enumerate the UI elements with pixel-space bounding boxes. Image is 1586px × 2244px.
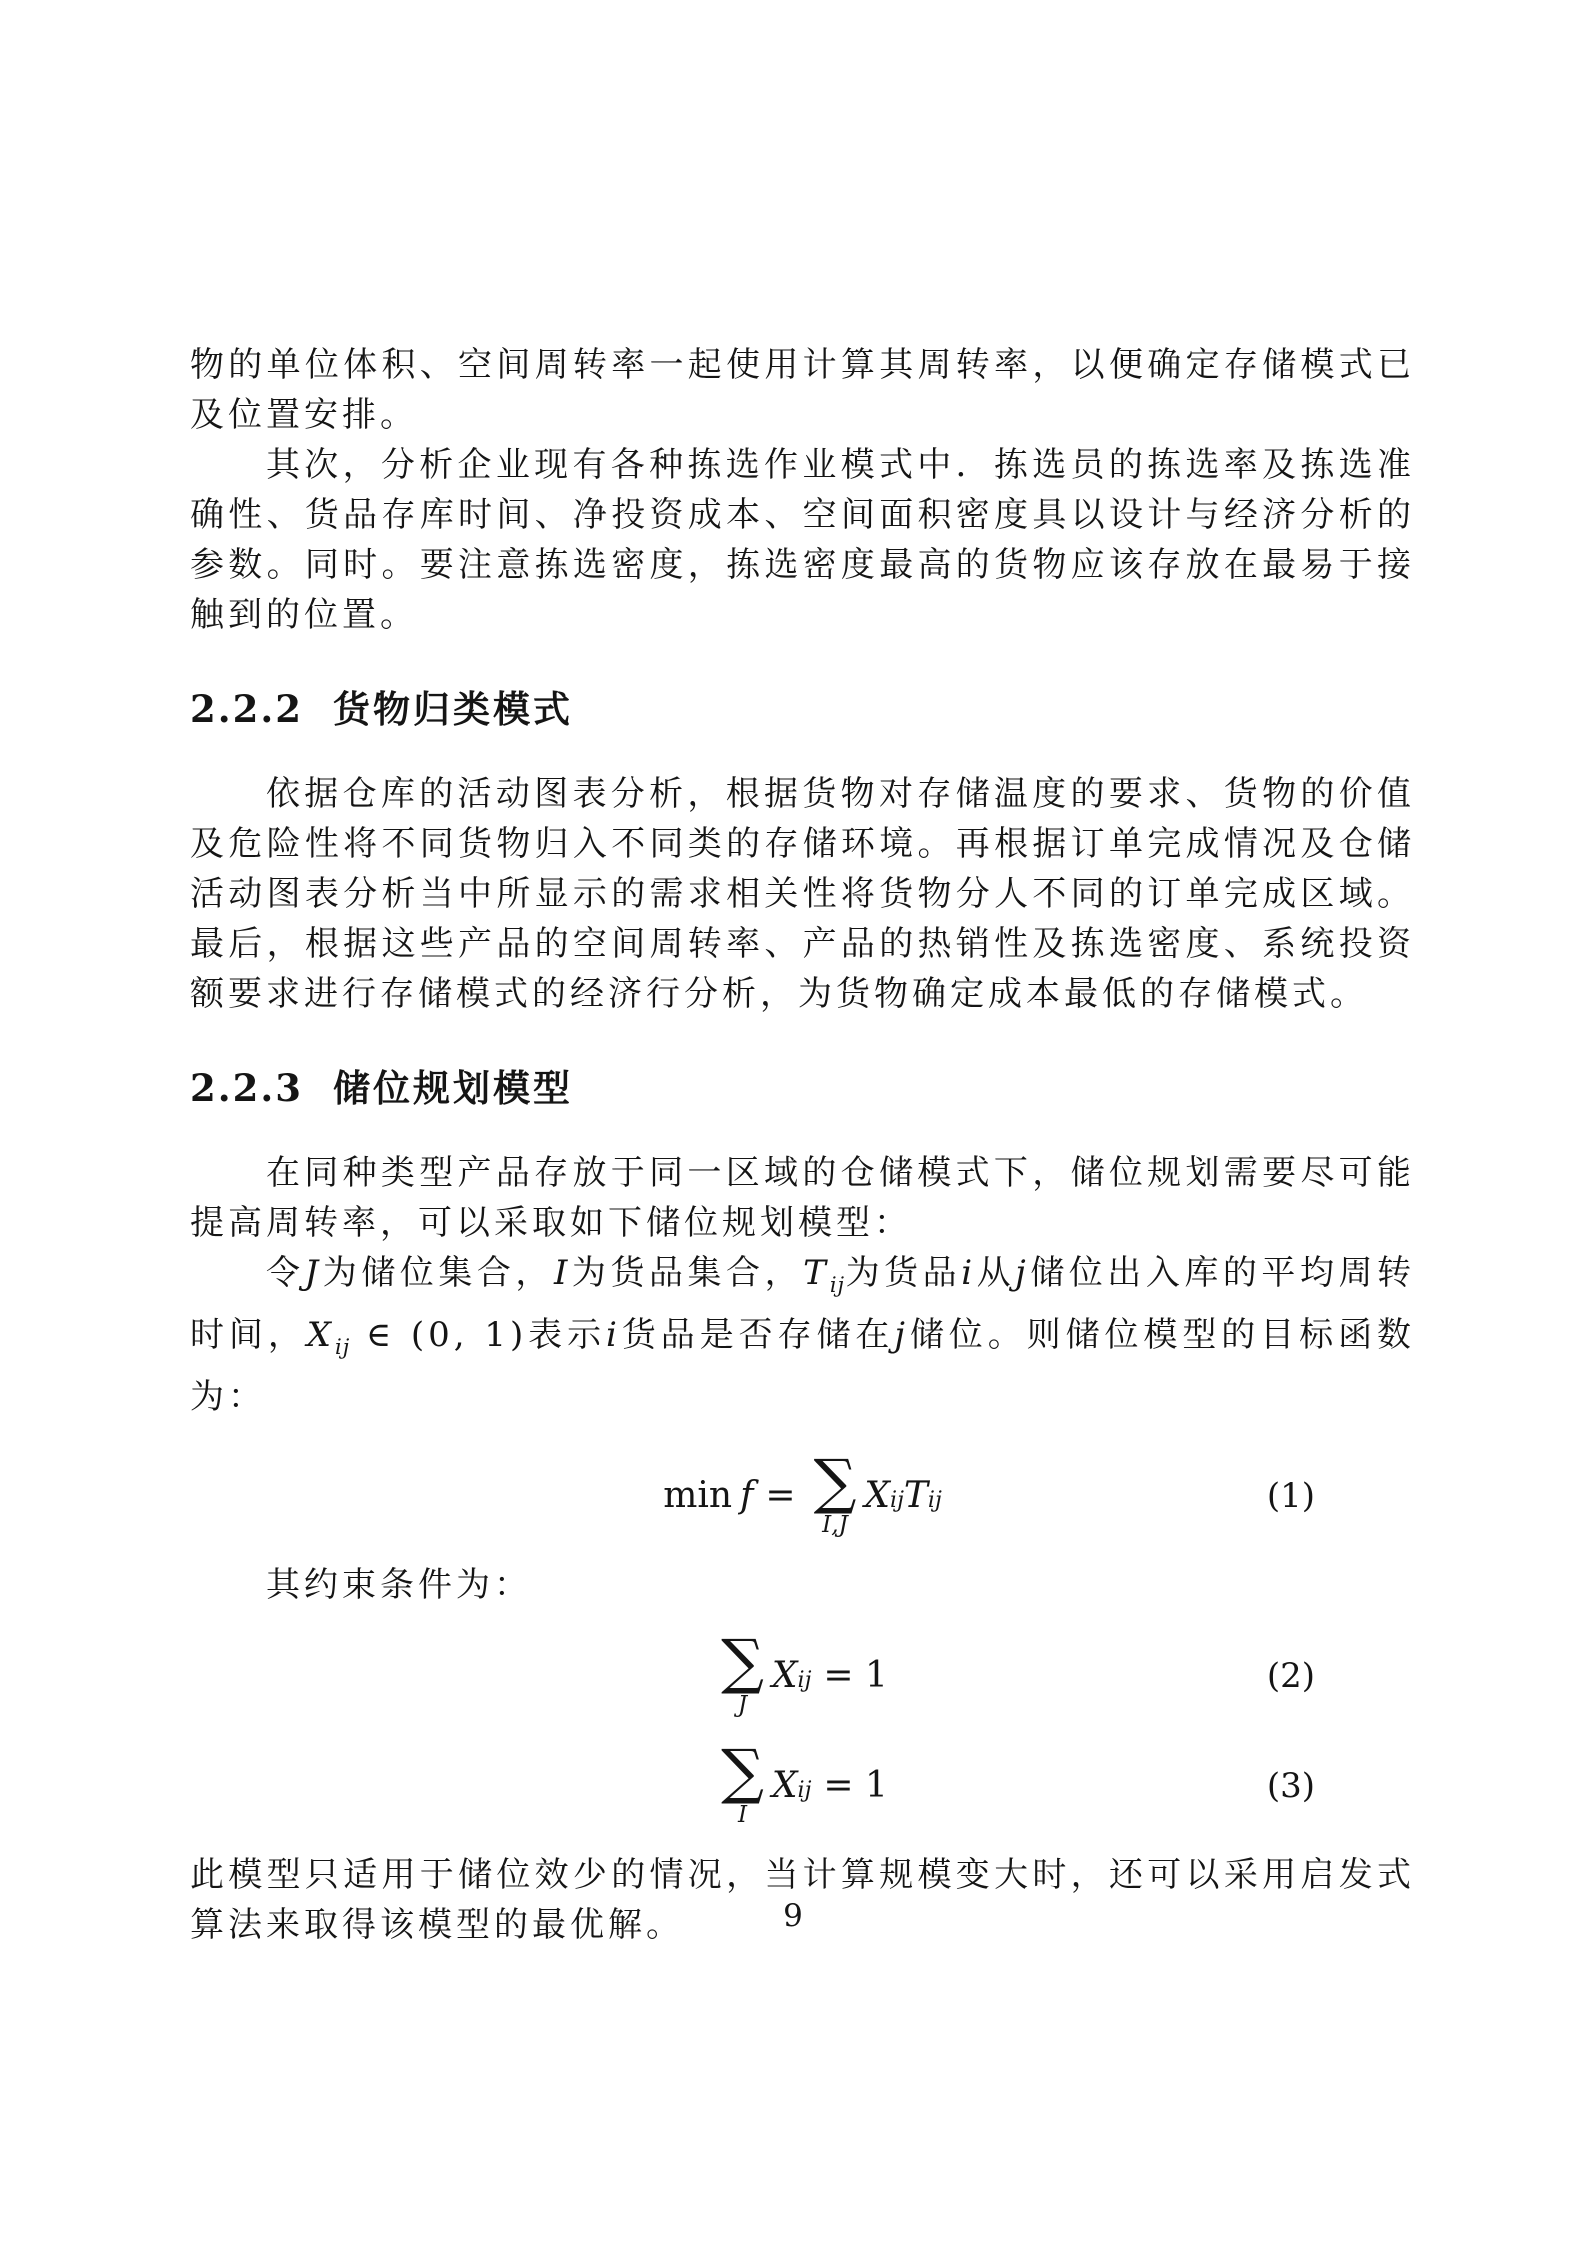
summation-symbol: ∑ bbox=[813, 1446, 857, 1517]
paragraph-model-definitions: 令J为储位集合，I为货品集合，$T_{ij}$为货品i从j储位出入库的平均周转时间，$X_{ij}$ ∈ (0, 1)表示i货品是否存储在j储位。则储位模型的目标函数为： bbox=[190, 1253, 1416, 1417]
summation-block bbox=[721, 1736, 764, 1828]
paragraph-continued: 物的单位体积、空间周转率一起使用计算其周转率，以便确定存储模式已及位置安排。 bbox=[190, 345, 1415, 435]
equation-number: (2) bbox=[1266, 1655, 1315, 1696]
section-number: 2.2.3 bbox=[190, 1066, 303, 1110]
equation-constraint-j bbox=[190, 1626, 1415, 1726]
paragraph-picking-analysis: 其次，分析企业现有各种拣选作业模式中．拣选员的拣选率及拣选准确性、货品存库时间、净投资成本、空间面积密度具以设计与经济分析的参数。同时。要注意拣选密度，拣选密度最高的货物应该存放在最易于接触到的位置。 bbox=[190, 445, 1415, 635]
summation-subscript: J bbox=[737, 1691, 748, 1718]
paragraph-model-applicability: 此模型只适用于储位效少的情况，当计算规模变大时，还可以采用启发式算法来取得该模型的最优解。 bbox=[190, 1854, 1415, 1945]
equation-body bbox=[717, 1626, 888, 1718]
section-title: 储位规划模型 bbox=[333, 1067, 573, 1110]
summation-symbol: ∑ bbox=[721, 1736, 764, 1807]
summation-block bbox=[721, 1626, 764, 1718]
section-number: 2.2.2 bbox=[190, 687, 303, 731]
section-title: 货物归类模式 bbox=[333, 688, 573, 731]
summation-symbol: ∑ bbox=[721, 1626, 764, 1697]
equation-lhs: min f = bbox=[663, 1475, 796, 1517]
paragraph-slot-planning-intro: 在同种类型产品存放于同一区域的仓储模式下，储位规划需要尽可能提高周转率，可以采取如下储位规划模型： bbox=[190, 1153, 1415, 1243]
section-heading-slot-planning bbox=[190, 1065, 1415, 1112]
section-heading-goods-classification bbox=[190, 686, 1415, 733]
equation-terms: X ij = 1 bbox=[771, 1765, 888, 1807]
equation-objective bbox=[190, 1446, 1415, 1546]
equation-terms: X ij T ij bbox=[864, 1475, 942, 1517]
equation-terms: X ij = 1 bbox=[771, 1655, 888, 1697]
summation-subscript: I,J bbox=[822, 1511, 848, 1538]
equation-body bbox=[717, 1736, 888, 1828]
equation-body bbox=[663, 1446, 942, 1538]
summation-subscript: I bbox=[737, 1801, 748, 1828]
summation-block bbox=[813, 1446, 857, 1538]
equation-constraint-i bbox=[190, 1736, 1415, 1836]
page-number: 9 bbox=[783, 1898, 803, 1934]
equation-number: (3) bbox=[1266, 1765, 1315, 1806]
constraint-intro: 其约束条件为： bbox=[266, 1564, 532, 1605]
equation-number: (1) bbox=[1266, 1475, 1315, 1516]
paragraph-goods-classification: 依据仓库的活动图表分析，根据货物对存储温度的要求、货物的价值及危险性将不同货物归入不同类的存储环境。再根据订单完成情况及仓储活动图表分析当中所显示的需求相关性将货物分人不同的订单完成区域。最后，根据这些产品的空间周转率、产品的热销性及拣选密度、系统投资额要求进行存储模式的经济行分析，为货物确定成本最低的存储模式。 bbox=[190, 774, 1415, 1014]
